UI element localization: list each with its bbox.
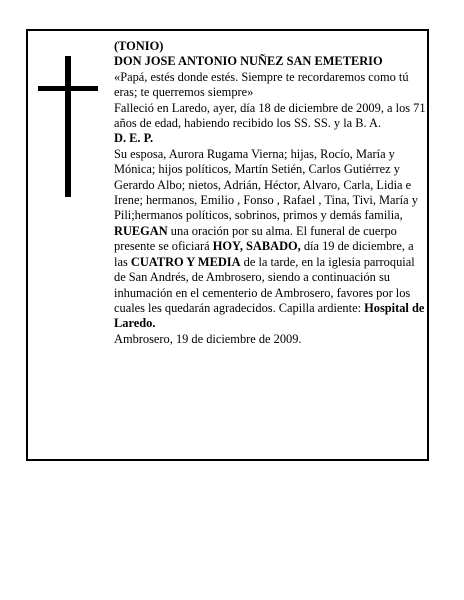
cross-horizontal-bar [38, 86, 98, 91]
cross-icon [38, 56, 98, 197]
rest-in-peace: D. E. P. [114, 131, 154, 146]
ruegan-label: RUEGAN [114, 223, 168, 238]
memorial-quote: «Papá, estés donde estés. Siempre te recordaremos como tú eras; te querremos siempre» [114, 69, 409, 100]
obituary-notice [26, 29, 429, 461]
funeral-time: CUATRO Y MEDIA [130, 254, 241, 269]
funeral-details [114, 224, 426, 332]
cross-vertical-bar [65, 56, 71, 197]
funeral-text-1: una oración por su alma. El funeral de cuerpo presente se oficiará [114, 223, 397, 254]
nickname: (TONIO) [114, 39, 164, 53]
deceased-name: DON JOSE ANTONIO NUÑEZ SAN EMETERIO [114, 54, 383, 69]
family-list: Su esposa, Aurora Rugama Vierna; hijas, Rocío, María y Mónica; hijos políticos, Martín Setién, Carlos Gutiérrez y Gerardo Albo; nietos, Adrián, Héctor, Alvaro, Carla, Lidia e Irene; hermanos, Emilio , Fonso , Rafael , Tina, Tivi, María y Pili;hermanos políticos, sobrinos, primos y demás familia, [114, 146, 418, 223]
notice-text [114, 39, 426, 347]
death-info: Falleció en Laredo, ayer, día 18 de diciembre de 2009, a los 71 años de edad, habiendo recibido los SS. SS. y la B. A. [114, 100, 426, 131]
place-date: Ambrosero, 19 de diciembre de 2009. [114, 331, 302, 346]
funeral-text-3: de la tarde, en la iglesia parroquial de San Andrés, de Ambrosero, siendo a continuación su inhumación en el cementerio de Ambrosero, favores por los cuales les quedarán agradecidos. Capilla ardiente: [114, 254, 415, 315]
funeral-day: HOY, SABADO, [212, 239, 301, 254]
chapel-location: Hospital de Laredo. [114, 300, 425, 331]
funeral-text-2: día 19 de diciembre, a las [114, 239, 414, 269]
